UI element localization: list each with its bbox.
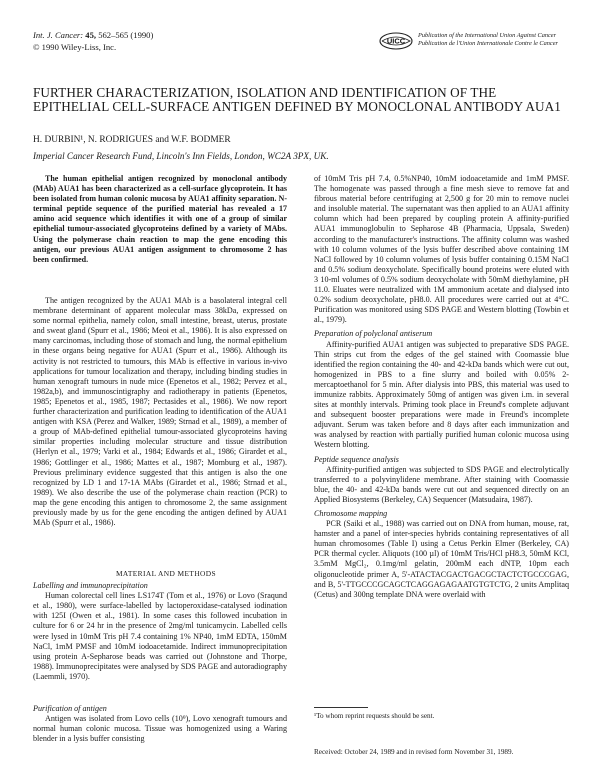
journal-citation [33, 29, 153, 53]
peptide-heading: Peptide sequence analysis [314, 454, 399, 464]
abstract-text: The human epithelial antigen recognized by monoclonal antibody (MAb) AUA1 has been characterized as a cell-surface glycoprotein. It has been isolated from human colonic mucosa by AUA1 affinity separation. N-terminal peptide sequence of the purified material has revealed a 17 amino acid sequence which identifies it with one of a group of similar epithelial tumour-associated glycoproteins defined by a variety of MAbs. Using the polymerase chain reaction to map the gene encoding this antigen, our previous AUA1 antigen assignment to chromosome 2 has been confirmed. [33, 174, 287, 264]
right-column-block [314, 174, 569, 600]
chromosome-paragraph: PCR (Saiki et al., 1988) was carried out on DNA from human, mouse, rat, hamster and a panel of inter-species hybrids containing representatives of all human chromosomes (Table I) using a Cetus Perkin Elmer (Berkeley, CA) PCR thermal cycler. Aliquots (100 µl) of 10mM Tris/HCl pH8.3, 50mM KCl, 3.5mM MgCl₂, 0.1mg/ml gelatin, 200mM each dNTP, 10pm each oligonucleotide primer A, 5'-ATACTACGACTGACGCTACTCTGCCCGAG, and B, 5'-TTGCCCGCAGCTCAGGAGAGAATGTGTCTG, 2 units Amplitaq (Cetus) and 300ng template DNA were overlaid with [314, 519, 569, 599]
purification-continued: of 10mM Tris pH 7.4, 0.5%NP40, 10mM iodoacetamide and 1mM PMSF. The homogenate was passed through a fine mesh sieve to remove fat and fibrous material before centrifuging at 2,500 g for 20 min to remove nuclei and insoluble material. The supernatant was then applied to an AUA1 affinity column which had been prepared by coupling protein A affinity-purified AUA1 immunoglobulin to Sepharose 4B (Pharmacia, Uppsala, Sweden) according to the manufacturer's instructions. The affinity column was washed with 10 column volumes of the lysis buffer described above containing 1M NaCl followed by 10 column volumes of lysis buffer containing 0.15M NaCl and 0.5% sodium deoxycholate. Specifically bound proteins were eluted with 3 10-ml volumes of 0.5% sodium deoxycholate with 50mM diethylamine, pH 11.0. Eluates were neutralized with 1M ammonium acetate and dialysed into 0.2% sodium deoxycholate, pH8.0. All procedures were carried out at 4°C. Purification was monitored using SDS PAGE and Western blotting (Towbin et al., 1979). [314, 174, 569, 325]
labelling-paragraph: Human colorectal cell lines LS174T (Tom et al., 1976) or Lovo (Sraqund et al., 1980), were surface-labelled by lactoperoxidase-catalysed iodination with 125I (Owen et al., 1981). In some cases this followed incubation in culture for 6 or 24 hr in the presence of 2mg/ml tunicamycin. Labelled cells were lysed in 10mM Tris pH 7.4 containing 1% NP40, 1mM EDTA, 150mM NaCl, 1mM PMSF and 10mM iodoacetamide. Indirect immunoprecipitation using protein A-Sepharose beads was carried out (Johnstone and Thorpe, 1988). Immunoprecipitates were analysed by SDS PAGE and autoradiography (Laemmli, 1970). [33, 591, 287, 681]
uicc-line-english: Publication of the International Union Against Cancer [418, 32, 557, 39]
peptide-paragraph: Affinity-purified antigen was subjected to SDS PAGE and electrolytically transferred to a polyvinylidene membrane. After staining with Coomassie blue, the 40- and 42-kDa bands were cut out and sequenced directly on an Applied Biosystems (Berkeley, CA) Sequencer (Matsudaira, 1987). [314, 464, 569, 504]
footnote-divider [314, 707, 368, 708]
journal-name: Int. J. Cancer: [33, 30, 84, 40]
article-affiliation: Imperial Cancer Research Fund, Lincoln's Inn Fields, London, WC2A 3PX, UK. [33, 151, 329, 161]
purification-heading: Purification of antigen [33, 704, 107, 713]
purification-paragraph: Antigen was isolated from Lovo cells (10⁹), Lovo xenograft tumours and normal human colonic mucosa. Tissue was homogenized using a Waring blender in a lysis buffer consisting [33, 714, 287, 744]
labelling-heading: Labelling and immunoprecipitation [33, 581, 148, 591]
uicc-publication-banner [378, 31, 578, 53]
article-title: FURTHER CHARACTERIZATION, ISOLATION AND IDENTIFICATION OF THE EPITHELIAL CELL-SURFACE ANTIGEN DEFINED BY MONOCLONAL ANTIBODY AUA1 [33, 85, 561, 114]
received-date: Received: October 24, 1989 and in revised form November 31, 1989. [314, 748, 514, 756]
uicc-logo-icon [378, 31, 414, 51]
methods-block [33, 569, 287, 682]
chromosome-heading: Chromosome mapping [314, 509, 388, 518]
journal-pages: 562–565 (1990) [98, 30, 154, 40]
introduction-paragraph: The antigen recognized by the AUA1 MAb is a basolateral integral cell membrane determinant of apparent molecular mass 38kDa, expressed on some normal epithelia, namely colon, small intestine, breast, uterus, prostate and sweat gland (Spurr et al., 1986; Meoi et al., 1986). It is also expressed on many carcinomas, including those of stomach and lung, the normal epithelium in these organs being negative for AUA1 (Spurr et al., 1986). Although its activity is not restricted to tumours, this MAb is effective in various in-vivo applications for tumour localization and therapy, including binding studies in human xenograft tumours in nude mice (Epenetos et al., 1982; Pervez et al., 1982a,b), and immunoscintigraphy and radiotherapy in patients (Epenetos, 1985; Epenetos et al., 1985, 1987; Pectasides et al., 1986). We now report further characterization and purification leading to identification of the AUA1 antigen with KSA (Perez and Walker, 1989; Strnad et al., 1989), a member of a group of MAb-defined epithelial tumour-associated glycoproteins having similar properties including molecular structure and tissue distribution (Herlyn et al., 1979; Varki et al., 1984; Edwards et al., 1986; Girardet et al., 1986; Gottlinger et al., 1986; Mattes et al., 1987; Momburg et al., 1987). Previous preliminary evidence suggested that this antigen is also the one recognized by LD 1 and 17-1A MAbs (Girardet et al., 1986; Strnad et al., 1989). We also describe the use of the polymerase chain reaction (PCR) to map the gene encoding this antigen to chromosome 2, the same assignment previously made by us for the gene encoding the antigen defined by AUA1 MAb (Spurr et al., 1986). [33, 296, 287, 528]
copyright-notice: © 1990 Wiley-Liss, Inc. [33, 42, 117, 52]
abstract-block [33, 174, 287, 265]
reprint-footnote: ¹To whom reprint requests should be sent. [314, 712, 435, 720]
uicc-line-french: Publication de l'Union Internationale Contre le Cancer [418, 40, 558, 47]
antiserum-heading: Preparation of polyclonal antiserum [314, 329, 433, 339]
introduction-block [33, 296, 287, 528]
materials-methods-heading: MATERIAL AND METHODS [115, 569, 217, 578]
uicc-logo-text: UICC [386, 36, 406, 46]
journal-volume: 45, [85, 30, 97, 40]
article-authors: H. DURBIN¹, N. RODRIGUES and W.F. BODMER [33, 135, 231, 145]
purification-block [33, 704, 287, 744]
antiserum-paragraph: Affinity-purified AUA1 antigen was subjected to preparative SDS PAGE. Thin strips cut from the edges of the gel stained with Coomassie blue identified the region containing the 40- and 42-kDa bands which were cut out, homogenized in PBS to a fine slurry and boiled with 0.05% 2-mercaptoethanol for 5 min. After dialysis into PBS, this material was used to immunize rabbits. Approximately 50mg of antigen was given i.m. in several sites at monthly intervals. Priming took place in Freund's complete adjuvant and subsequent booster preparations were made in Freund's incomplete adjuvant. Serum was taken before and 8 days after each immunization and was analysed by reaction with partially purified human colonic mucosa using Western blotting. [314, 339, 569, 450]
